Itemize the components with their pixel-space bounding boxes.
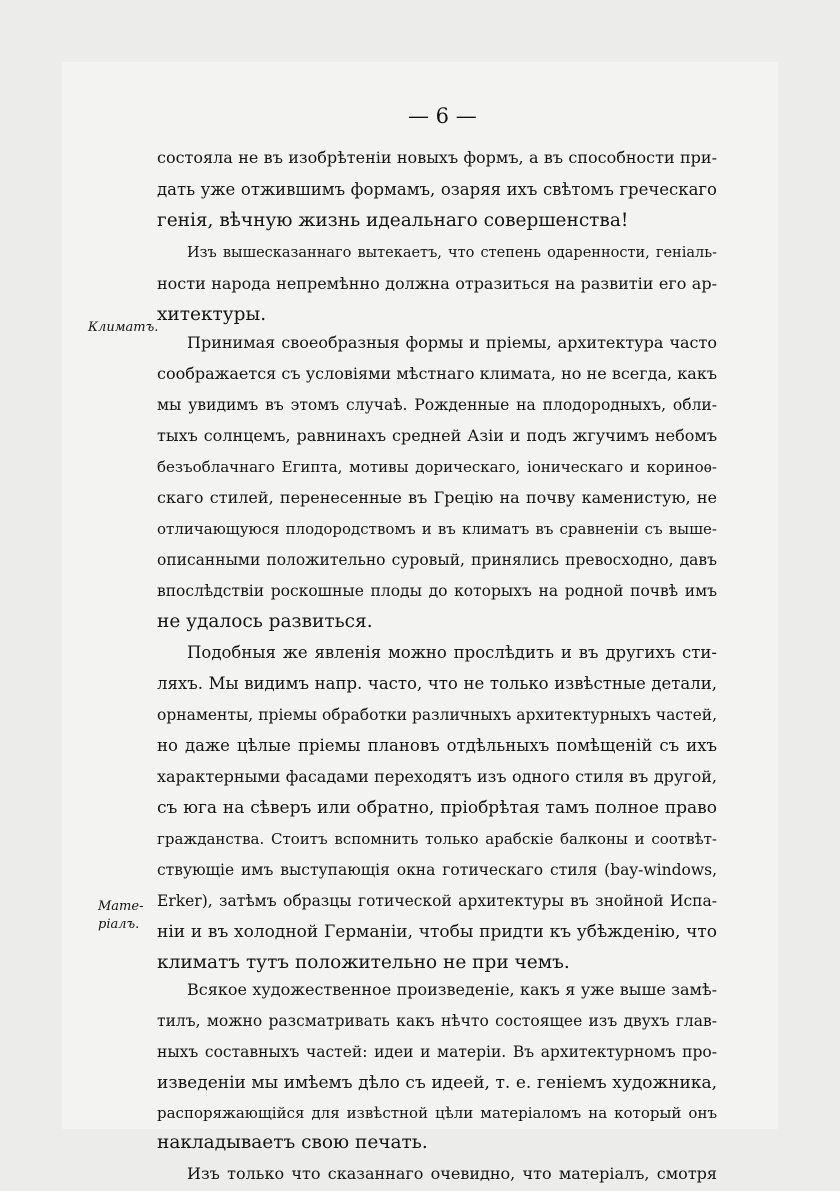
text-line: климатъ тутъ положительно не при чемъ. xyxy=(157,952,570,973)
text-line: тилъ, можно разсматривать какъ нѣчто состоящее изъ двухъ глав- xyxy=(157,1012,717,1030)
text-line: Изъ вышесказаннаго вытекаетъ, что степень одаренности, геніаль- xyxy=(187,245,717,261)
text-line: тыхъ солнцемъ, равнинахъ средней Азіи и подъ жгучимъ небомъ xyxy=(157,426,717,445)
text-line: изведеніи мы имѣемъ дѣло съ идеей, т. е. геніемъ художника, xyxy=(157,1073,717,1093)
text-line: ности народа непремѣнно должна отразиться на развитіи его ар- xyxy=(157,274,717,293)
text-line: ляхъ. Мы видимъ напр. часто, что не только извѣстные детали, xyxy=(157,674,717,693)
text-line: генія, вѣчную жизнь идеальнаго совершенства! xyxy=(157,210,629,231)
text-line: распоряжающійся для извѣстной цѣли матеріаломъ на который онъ xyxy=(157,1104,717,1122)
text-line: гражданства. Стоитъ вспомнить только арабскіе балконы и соотвѣт- xyxy=(157,830,717,848)
text-line: впослѣдствіи роскошные плоды до которыхъ на родной почвѣ имъ xyxy=(157,582,717,600)
text-line: Всякое художественное произведеніе, какъ я уже выше замѣ- xyxy=(187,980,717,999)
text-line: ствующіе имъ выступающія окна готическаго стиля (bay-windows, xyxy=(157,861,717,879)
text-line: ніи и въ холодной Германіи, чтобы придти къ убѣжденію, что xyxy=(157,922,717,942)
text-line: Подобныя же явленія можно прослѣдить и въ другихъ сти- xyxy=(187,643,717,662)
text-line: характерными фасадами переходятъ изъ одного стиля въ другой, xyxy=(157,767,717,786)
text-line: скаго стилей, перенесенные въ Грецію на почву каменистую, не xyxy=(157,488,717,507)
text-line: безъоблачнаго Египта, мотивы дорическаго, іоническаго и кориноѳ- xyxy=(157,458,717,476)
page-number: — 6 — xyxy=(408,104,477,128)
text-line: хитектуры. xyxy=(157,304,267,325)
text-line: мы увидимъ въ этомъ случаѣ. Рожденные на плодородныхъ, обли- xyxy=(157,396,717,414)
text-line: ныхъ составныхъ частей: идеи и матеріи. Въ архитектурномъ про- xyxy=(157,1043,717,1061)
margin-note-material-line2: ріалъ. xyxy=(98,917,140,932)
text-line: Изъ только что сказаннаго очевидно, что матеріалъ, смотря xyxy=(187,1164,717,1183)
text-line: накладываетъ свою печать. xyxy=(157,1132,428,1153)
text-line: орнаменты, пріемы обработки различныхъ архитектурныхъ частей, xyxy=(157,706,717,724)
text-line: но даже цѣлые пріемы плановъ отдѣльныхъ помѣщеній съ ихъ xyxy=(157,736,717,755)
text-line: соображается съ условіями мѣстнаго климата, но не всегда, какъ xyxy=(157,364,717,383)
margin-note-climate: Климатъ. xyxy=(88,320,159,335)
text-line: дать уже отжившимъ формамъ, озаряя ихъ свѣтомъ греческаго xyxy=(157,180,717,199)
text-line: съ юга на сѣверъ или обратно, пріобрѣтая тамъ полное право xyxy=(157,798,717,818)
margin-note-material-line1: Мате- xyxy=(98,899,144,914)
text-line: Erker), затѣмъ образцы готической архитектуры въ знойной Испа- xyxy=(157,892,717,910)
text-line: состояла не въ изобрѣтеніи новыхъ формъ, а въ способности при- xyxy=(157,148,717,167)
text-line: Принимая своеобразныя формы и пріемы, архитектура часто xyxy=(187,333,717,352)
text-line: описанными положительно суровый, принялись превосходно, давъ xyxy=(157,551,717,569)
text-line: не удалось развиться. xyxy=(157,611,373,632)
text-line: отличающуюся плодородствомъ и въ климатъ въ сравненіи съ выше- xyxy=(157,520,717,538)
